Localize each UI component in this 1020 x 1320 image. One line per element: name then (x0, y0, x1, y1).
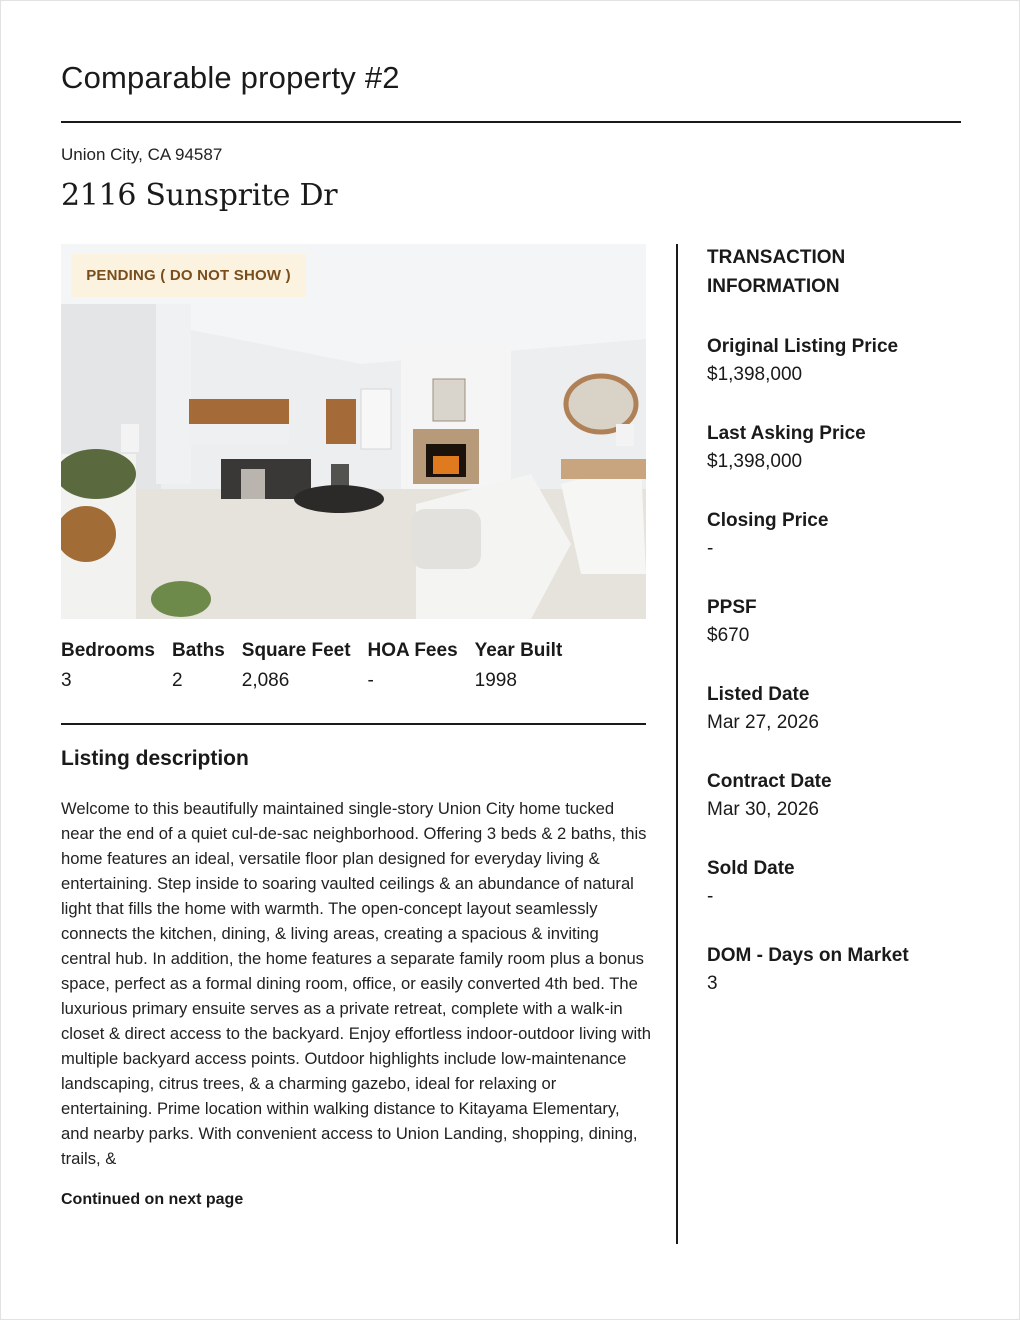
stat-label: Baths (171, 640, 225, 661)
section-divider (61, 723, 646, 725)
transaction-panel (707, 243, 967, 1029)
stat-hoa-fees (368, 640, 458, 692)
tx-label: Sold Date (707, 858, 795, 879)
stat-year-built (475, 640, 563, 692)
stat-label: Square Feet (241, 640, 351, 661)
stat-value: - (367, 670, 374, 691)
tx-last-asking-price (707, 420, 967, 507)
stat-value: 1998 (474, 670, 517, 691)
column-divider (676, 244, 678, 1244)
transaction-heading: TRANSACTION INFORMATION (707, 247, 846, 297)
page-title: Comparable property #2 (61, 60, 400, 95)
stat-value: 2,086 (241, 670, 290, 691)
stat-label: Year Built (474, 640, 563, 661)
title-divider (61, 121, 961, 123)
property-photo[interactable] (61, 244, 646, 619)
stat-value: 3 (61, 670, 72, 691)
pending-badge: PENDING ( DO NOT SHOW ) (71, 254, 306, 297)
tx-value: $1,398,000 (707, 451, 803, 472)
tx-value: $670 (707, 625, 750, 646)
tx-original-listing-price (707, 333, 967, 420)
tx-value: $1,398,000 (707, 364, 803, 385)
city-line: Union City, CA 94587 (61, 145, 223, 164)
tx-closing-price (707, 507, 967, 594)
tx-value: Mar 27, 2026 (707, 712, 819, 733)
tx-value: - (707, 886, 714, 907)
stat-bedrooms (61, 640, 155, 692)
property-stats (61, 640, 579, 692)
tx-contract-date (707, 768, 967, 855)
tx-listed-date (707, 681, 967, 768)
stat-label: Bedrooms (61, 640, 155, 661)
continued-note: Continued on next page (61, 1191, 244, 1208)
tx-days-on-market (707, 942, 967, 1029)
tx-label: Listed Date (707, 684, 810, 705)
stat-label: HOA Fees (367, 640, 458, 661)
street-address: 2116 Sunsprite Dr (61, 178, 338, 213)
tx-value: 3 (707, 973, 718, 994)
tx-label: Original Listing Price (707, 336, 899, 357)
living-room-illustration (61, 244, 646, 619)
stat-square-feet (242, 640, 351, 692)
stat-baths (172, 640, 225, 692)
tx-label: DOM - Days on Market (707, 945, 909, 966)
tx-label: Last Asking Price (707, 423, 866, 444)
tx-value: Mar 30, 2026 (707, 799, 819, 820)
tx-label: Closing Price (707, 510, 829, 531)
tx-sold-date (707, 855, 967, 942)
stat-value: 2 (171, 670, 183, 691)
tx-ppsf (707, 594, 967, 681)
tx-value: - (707, 538, 714, 559)
description-heading: Listing description (61, 747, 249, 770)
tx-label: PPSF (707, 597, 757, 618)
tx-label: Contract Date (707, 771, 832, 792)
description-text: Welcome to this beautifully maintained single-story Union City home tucked near the end of a quiet cul-de-sac neighborhood. Offering 3 beds & 2 baths, this home features an ideal, versatile floor plan designed for everyday living & entertaining. Step inside to soaring vaulted ceilings & an abundance of natural light that fills the home with warmth. The open-concept layout seamlessly connects the kitchen, dining, & living areas, creating a spacious & inviting central hub. In addition, the home features a separate family room plus a bonus space, perfect as a formal dining room, office, or easily converted 4th bed. The luxurious primary ensuite serves as a private retreat, complete with a walk-in closet & direct access to the backyard. Enjoy effortless indoor-outdoor living with multiple backyard access points. Outdoor highlights include low-maintenance landscaping, citrus trees, & a charming gazebo, ideal for relaxing or entertaining. Prime location within walking distance to Kitayama Elementary, and nearby parks. With convenient access to Union Landing, shopping, dining, trails, & (61, 799, 651, 1168)
